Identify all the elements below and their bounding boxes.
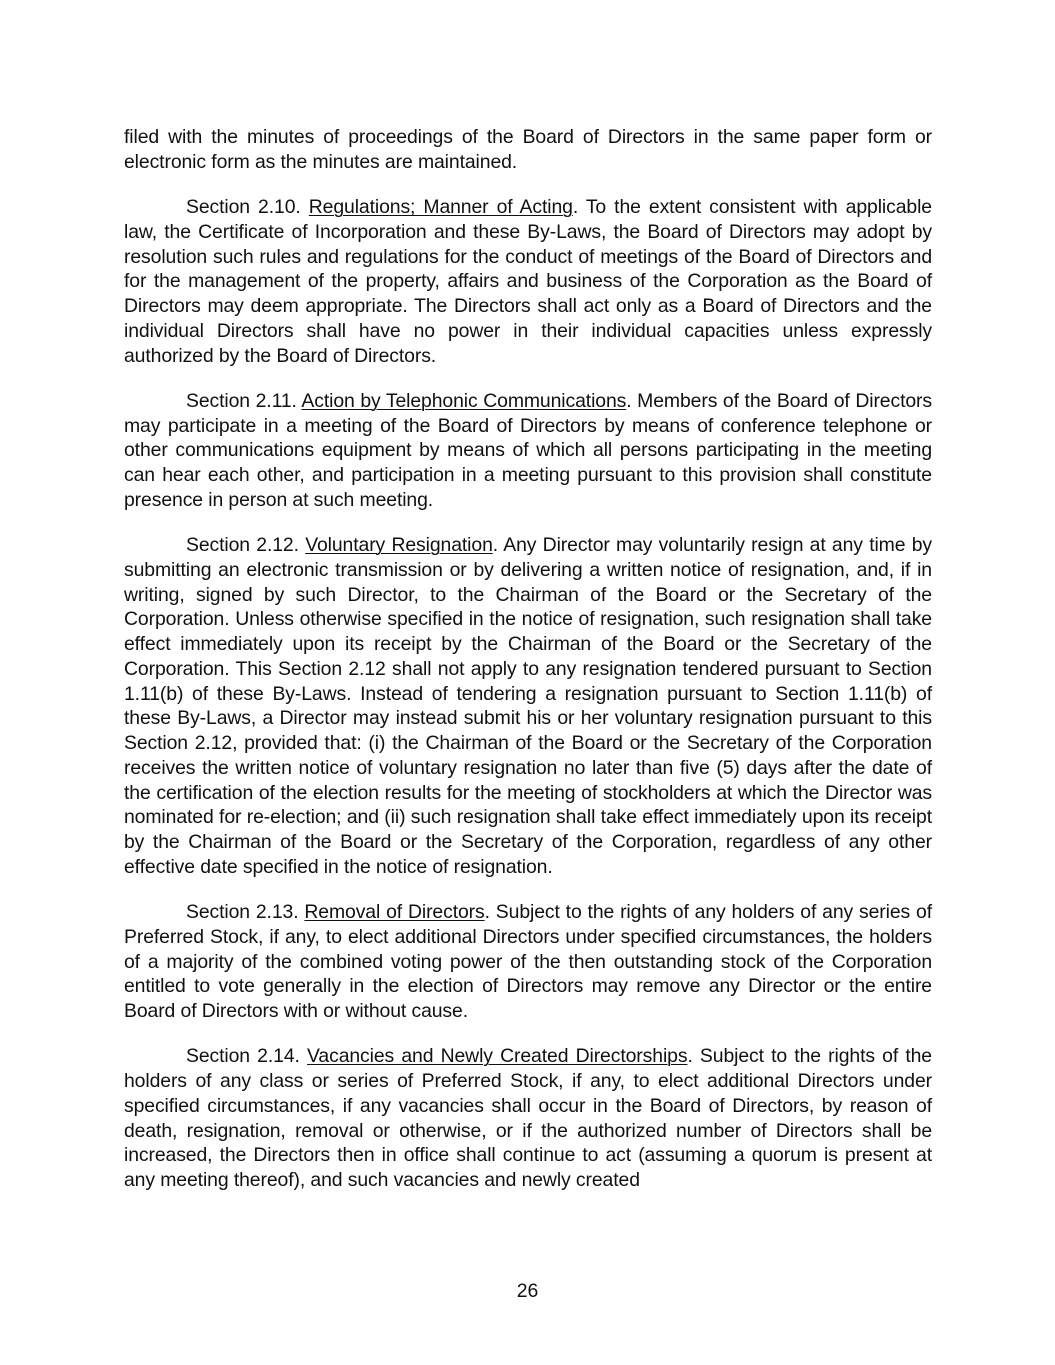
continuation-paragraph: filed with the minutes of proceedings of the Board of Directors in the same paper form or electronic form as the minutes are maintained. xyxy=(124,126,932,173)
section-2-14-paragraph xyxy=(124,1044,932,1193)
document-page xyxy=(124,125,932,1213)
section-number: Section 2.10. xyxy=(186,196,301,218)
section-body: . Subject to the rights of the holders of any class or series of Preferred Stock, if any, to elect additional Directors under specified circumstances, if any vacancies shall occur in the Board of Directors, by reason of death, resignation, removal or otherwise, or if the authorized number of Directors shall be increased, the Directors then in office shall continue to act (assuming a quorum is present at any meeting thereof), and such vacancies and newly created xyxy=(124,1045,932,1191)
section-number: Section 2.12. xyxy=(186,534,299,556)
section-2-13-paragraph xyxy=(124,900,932,1024)
section-2-10-paragraph xyxy=(124,195,932,368)
section-body: . Any Director may voluntarily resign at any time by submitting an electronic transmission or by delivering a written notice of resignation, and, if in writing, signed by such Director, to the Chairman of the Board or the Secretary of the Corporation. Unless otherwise specified in the notice of resignation, such resignation shall take effect immediately upon its receipt by the Chairman of the Board or the Secretary of the Corporation. This Section 2.12 shall not apply to any resignation tendered pursuant to Section 1.11(b) of these By-Laws. Instead of tendering a resignation pursuant to Section 1.11(b) of these By-Laws, a Director may instead submit his or her voluntary resignation pursuant to this Section 2.12, provided that: (i) the Chairman of the Board or the Secretary of the Corporation receives the written notice of voluntary resignation no later than five (5) days after the date of the certification of the election results for the meeting of stockholders at which the Director was nominated for re-election; and (ii) such resignation shall take effect immediately upon its receipt by the Chairman of the Board or the Secretary of the Corporation, regardless of any other effective date specified in the notice of resignation. xyxy=(124,534,932,878)
section-2-12-paragraph xyxy=(124,533,932,880)
page-number: 26 xyxy=(516,1280,539,1302)
section-heading: Regulations; Manner of Acting xyxy=(308,196,573,218)
section-number: Section 2.11. xyxy=(186,389,297,412)
section-number: Section 2.14. xyxy=(186,1045,300,1068)
section-number: Section 2.13. xyxy=(186,901,299,923)
section-heading: Voluntary Resignation xyxy=(305,534,493,556)
section-body: . Subject to the rights of any holders of any series of Preferred Stock, if any, to elect additional Directors under specified circumstances, the holders of a majority of the combined voting power of the then outstanding stock of the Corporation entitled to vote generally in the election of Directors may remove any Director or the entire Board of Directors with or without cause. xyxy=(124,901,932,1022)
section-body: . To the extent consistent with applicable law, the Certificate of Incorporation and these By-Laws, the Board of Directors may adopt by resolution such rules and regulations for the conduct of meetings of the Board of Directors and for the management of the property, affairs and business of the Corporation as the Board of Directors may deem appropriate. The Directors shall act only as a Board of Directors and the individual Directors shall have no power in their individual capacities unless expressly authorized by the Board of Directors. xyxy=(124,196,932,367)
section-body: . Members of the Board of Directors may participate in a meeting of the Board of Directors by means of conference telephone or other communications equipment by means of which all persons participating in the meeting can hear each other, and participation in a meeting pursuant to this provision shall constitute presence in person at such meeting. xyxy=(124,389,932,511)
section-2-11-paragraph xyxy=(124,389,932,513)
section-heading: Vacancies and Newly Created Directorships xyxy=(307,1045,688,1068)
section-heading: Action by Telephonic Communications xyxy=(301,389,627,412)
section-heading: Removal of Directors xyxy=(304,901,485,923)
